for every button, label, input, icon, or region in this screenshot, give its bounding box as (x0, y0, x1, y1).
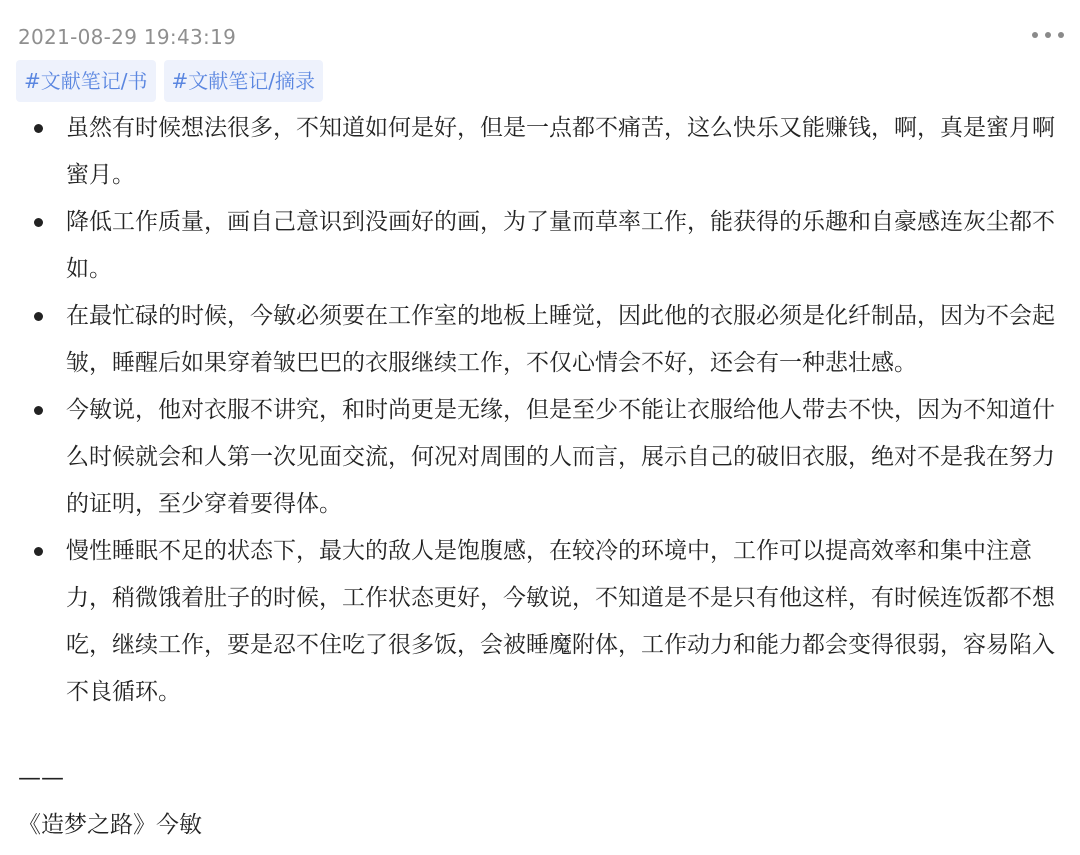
list-item-text: 在最忙碌的时候，今敏必须要在工作室的地板上睡觉，因此他的衣服必须是化纤制品，因为不会起皱，睡醒后如果穿着皱巴巴的衣服继续工作，不仅心情会不好，还会有一种悲壮感。 (66, 303, 1055, 376)
list-item (0, 293, 1080, 387)
tag-wenxian-shu[interactable]: #文献笔记/书 (16, 60, 156, 102)
bullet-dot-icon (34, 218, 43, 227)
bullet-dot-icon (34, 406, 43, 415)
bullet-dot-icon (34, 547, 43, 556)
more-horizontal-icon-dot (1058, 32, 1064, 38)
more-horizontal-icon-dot (1045, 32, 1051, 38)
source-citation: 《造梦之路》今敏 (18, 812, 202, 838)
note-timestamp: 2021-08-29 19:43:19 (18, 25, 237, 49)
bullet-dot-icon (34, 124, 43, 133)
list-item (0, 199, 1080, 293)
tag-wenxian-zhailu[interactable]: #文献笔记/摘录 (164, 60, 324, 102)
bullet-dot-icon (34, 312, 43, 321)
separator-dash: —— (18, 765, 64, 791)
more-horizontal-icon (1032, 32, 1038, 38)
list-item (0, 105, 1080, 199)
list-item-text: 降低工作质量，画自己意识到没画好的画，为了量而草率工作，能获得的乐趣和自豪感连灰尘都不如。 (66, 209, 1055, 282)
list-item-text: 虽然有时候想法很多，不知道如何是好，但是一点都不痛苦，这么快乐又能赚钱，啊，真是蜜月啊蜜月。 (66, 115, 1055, 188)
tag-list (16, 60, 323, 102)
list-item-text: 慢性睡眠不足的状态下，最大的敌人是饱腹感，在较冷的环境中，工作可以提高效率和集中注意力，稍微饿着肚子的时候，工作状态更好，今敏说，不知道是不是只有他这样，有时候连饭都不想吃，继续工作，要是忍不住吃了很多饭，会被睡魔附体，工作动力和能力都会变得很弱，容易陷入不良循环。 (66, 538, 1055, 705)
more-options-button[interactable] (1032, 24, 1064, 46)
list-item (0, 528, 1080, 716)
note-bullet-list (0, 105, 1080, 716)
list-item-text: 今敏说，他对衣服不讲究，和时尚更是无缘，但是至少不能让衣服给他人带去不快，因为不知道什么时候就会和人第一次见面交流，何况对周围的人而言，展示自己的破旧衣服，绝对不是我在努力的证明，至少穿着要得体。 (66, 397, 1055, 517)
list-item (0, 387, 1080, 528)
